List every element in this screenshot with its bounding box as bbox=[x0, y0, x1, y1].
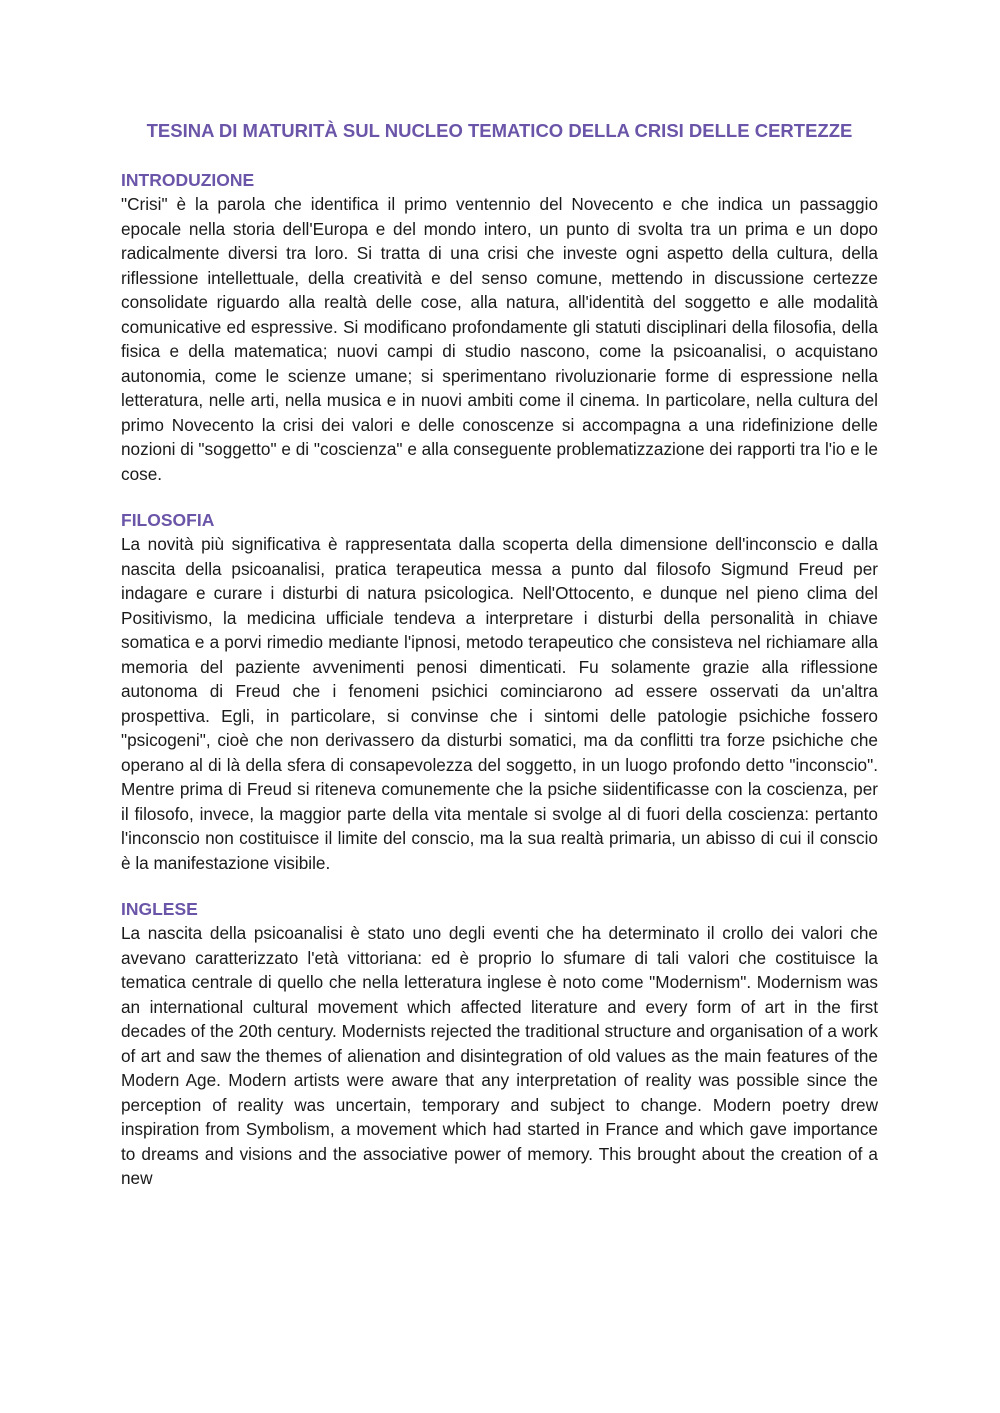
section-filosofia bbox=[121, 508, 878, 875]
section-heading: FILOSOFIA bbox=[121, 510, 215, 530]
document-page bbox=[121, 118, 878, 1213]
section-heading: INTRODUZIONE bbox=[121, 170, 255, 190]
document-title: TESINA DI MATURITÀ SUL NUCLEO TEMATICO DELLA CRISI DELLE CERTEZZE bbox=[146, 120, 853, 141]
section-paragraph: "Crisi" è la parola che identifica il primo ventennio del Novecento e che indica un passaggio epocale nella storia dell'Europa e del mondo intero, un punto di svolta tra un prima e un dopo radicalmente diversi tra loro. Si tratta di una crisi che investe ogni aspetto della cultura, della riflessione intellettuale, della creatività e del senso comune, mettendo in discussione certezze consolidate riguardo alla realtà delle cose, alla natura, all'identità del soggetto e alle modalità comunicative ed espressive. Si modificano profondamente gli statuti disciplinari della filosofia, della fisica e della matematica; nuovi campi di studio nascono, come la psicoanalisi, o acquistano autonomia, come le scienze umane; si sperimentano rivoluzionarie forme di espressione nella letteratura, nelle arti, nella musica e in nuovi ambiti come il cinema. In particolare, nella cultura del primo Novecento la crisi dei valori e delle conoscenze si accompagna a una ridefinizione delle nozioni di "soggetto" e di "coscienza" e alla conseguente problematizzazione dei rapporti tra l'io e le cose. bbox=[121, 194, 878, 484]
section-heading: INGLESE bbox=[121, 899, 198, 919]
section-introduzione bbox=[121, 168, 878, 486]
section-paragraph: La nascita della psicoanalisi è stato uno degli eventi che ha determinato il crollo dei valori che avevano caratterizzato l'età vittoriana: ed è proprio lo sfumare di tali valori che costituisce la tematica centrale di quello che nella letteratura inglese è noto come "Modernism". Modernism was an international cultural movement which affected literature and every form of art in the first decades of the 20th century. Modernists rejected the traditional structure and organisation of a work of art and saw the themes of alienation and disintegration of old values as the main features of the Modern Age. Modern artists were aware that any interpretation of reality was possible since the perception of reality was uncertain, temporary and subject to change. Modern poetry drew inspiration from Symbolism, a movement which had started in France and which gave importance to dreams and visions and the associative power of memory. This brought about the creation of a new bbox=[121, 923, 878, 1188]
section-paragraph: La novità più significativa è rappresentata dalla scoperta della dimensione dell'inconscio e dalla nascita della psicoanalisi, pratica terapeutica messa a punto dal filosofo Sigmund Freud per indagare e curare i disturbi di natura psicologica. Nell'Ottocento, e dunque nel pieno clima del Positivismo, la medicina ufficiale tendeva a interpretare i disturbi della personalità in chiave somatica e a porvi rimedio mediante l'ipnosi, metodo terapeutico che consisteva nel richiamare alla memoria del paziente avvenimenti penosi dimenticati. Fu solamente grazie alla riflessione autonoma di Freud che i fenomeni psichici cominciarono ad essere osservati da un'altra prospettiva. Egli, in particolare, si convinse che i sintomi delle patologie psichiche fossero "psicogeni", cioè che non derivassero da disturbi somatici, ma da conflitti tra forze psichiche che operano al di là della sfera di consapevolezza del soggetto, in un luogo profondo detto "inconscio". Mentre prima di Freud si riteneva comunemente che la psiche siidentificasse con la coscienza, per il filosofo, invece, la maggior parte della vita mentale si svolge al di fuori della coscienza: pertanto l'inconscio non costituisce il limite del conscio, ma la sua realtà primaria, un abisso di cui il conscio è la manifestazione visibile. bbox=[121, 534, 878, 873]
section-inglese bbox=[121, 897, 878, 1191]
